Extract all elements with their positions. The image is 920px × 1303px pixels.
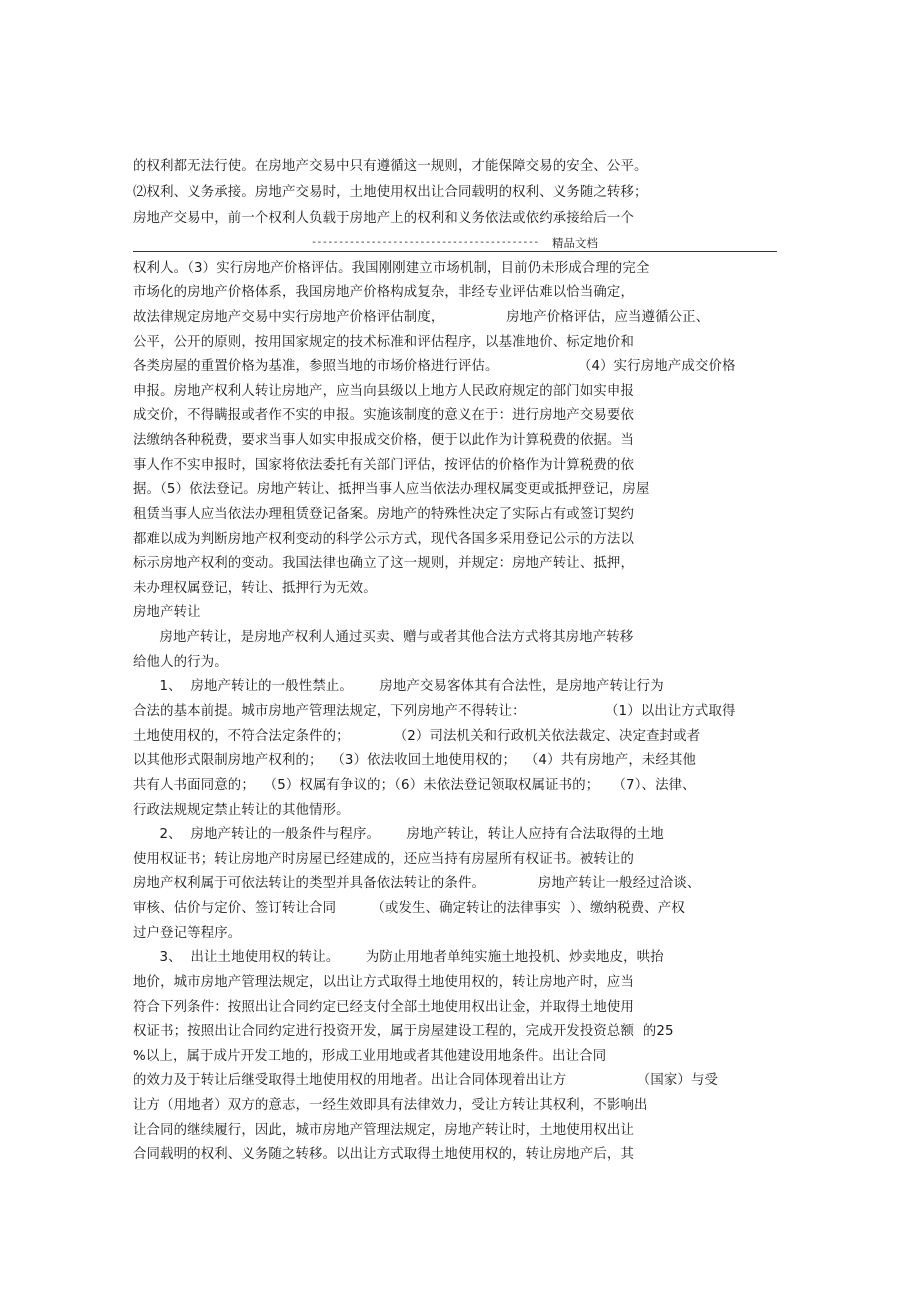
text-line: 合同载明的权利、义务随之转移。以出让方式取得土地使用权的，转让房地产后，其 [133,1147,635,1162]
text-line: 房地产权利属于可依法转让的类型并具备依法转让的条件。 房地产转让一般经过洽谈、 [133,876,701,891]
text-line: 未办理权属登记，转让、抵押行为无效。 [133,581,377,596]
separator-dashes: ------------------------------------------ [311,237,539,248]
text-line: 的效力及于转让后继受取得土地使用权的用地者。出让合同体现着出让方 （国家）与受 [133,1073,719,1088]
text-line: 土地使用权的，不符合法定条件的； （2）司法机关和行政机关依法裁定、决定查封或者 [133,729,701,744]
text-line: 租赁当事人应当依法办理租赁登记备案。房地产的特殊性决定了实际占有或签订契约 [133,507,635,522]
separator-label: 精品文档 [552,236,598,250]
text-line: 行政法规规定禁止转让的其他情形。 [133,803,350,818]
text-line: 权利人。（3）实行房地产价格评估。我国刚刚建立市场机制，目前仍未形成合理的完全 [133,261,650,276]
text-line: 公平，公开的原则，按用国家规定的技术标准和评估程序，以基准地价、标定地价和 [133,335,635,350]
text-line: 以其他形式限制房地产权利的； （3）依法收回土地使用权的； （4）共有房地产，未经其他 [133,753,697,768]
text-line: 3、 出让土地使用权的转让。 为防止用地者单纯实施土地投机、炒卖地皮，哄抬 [133,950,664,965]
text-line: 让合同的继续履行，因此，城市房地产管理法规定，房地产转让时，土地使用权出让 [133,1123,635,1138]
text-line: 让方（用地者）双方的意志，一经生效即具有法律效力，受让方转让其权利，不影响出 [133,1098,648,1113]
text-line: 权证书；按照出让合同约定进行投资开发，属于房屋建设工程的，完成开发投资总额 的25 [133,1024,674,1039]
text-line: 标示房地产权利的变动。我国法律也确立了这一规则，并规定：房地产转让、抵押， [133,556,635,571]
text-line: 申报。房地产权利人转让房地产，应当向县级以上地方人民政府规定的部门如实申报 [133,384,635,399]
text-line: 都难以成为判断房地产权利变动的科学公示方式，现代各国多采用登记公示的方法以 [133,532,635,547]
text-line: 房地产转让，是房地产权利人通过买卖、赠与或者其他合法方式将其房地产转移 [133,630,634,645]
text-line: 房地产交易中，前一个权利人负载于房地产上的权利和义务依法或依约承接给后一个 [133,211,635,226]
text-line: 据。（5）依法登记。房地产转让、抵押当事人应当依法办理权属变更或抵押登记，房屋 [133,482,650,497]
text-line: 各类房屋的重置价格为基准，参照当地的市场价格进行评估。 （4）实行房地产成交价格 [133,359,736,374]
text-line: 法缴纳各种税费，要求当事人如实申报成交价格，便于以此作为计算税费的依据。当 [133,433,635,448]
text-line: 合法的基本前提。城市房地产管理法规定，下列房地产不得转让： （1）以出让方式取得 [133,704,736,719]
text-line: 给他人的行为。 [133,655,228,670]
text-line: ⑵权利、义务承接。房地产交易时，土地使用权出让合同载明的权利、义务随之转移； [133,185,648,200]
text-line: 共有人书面同意的； （5）权属有争议的；（6）未依法登记领取权属证书的； （7）、法律、 [133,778,696,793]
text-line: 事人作不实申报时，国家将依法委托有关部门评估，按评估的价格作为计算税费的依 [133,458,635,473]
text-line: 故法律规定房地产交易中实行房地产价格评估制度， 房地产价格评估，应当遵循公正、 [133,310,710,325]
text-line: 过户登记等程序。 [133,926,242,941]
text-line: %以上，属于成片开发工地的，形成工业用地或者其他建设用地条件。出让合同 [133,1049,607,1064]
text-line: 符合下列条件：按照出让合同约定已经支付全部土地使用权出让金，并取得土地使用 [133,1000,635,1015]
text-line: 的权利都无法行使。在房地产交易中只有遵循这一规则，才能保障交易的安全、公平。 [133,159,648,174]
text-line: 1、 房地产转让的一般性禁止。 房地产交易客体其有合法性，是房地产转让行为 [133,679,664,694]
text-line: 使用权证书；转让房地产时房屋已经建成的，还应当持有房屋所有权证书。被转让的 [133,852,635,867]
text-line: 地价，城市房地产管理法规定，以出让方式取得土地使用权的，转让房地产时，应当 [133,975,635,990]
section-heading: 房地产转让 [133,605,201,620]
text-line: 成交价，不得瞒报或者作不实的申报。实施该制度的意义在于：进行房地产交易要依 [133,408,635,423]
separator-rule [133,251,777,252]
text-line: 2、 房地产转让的一般条件与程序。 房地产转让，转让人应持有合法取得的土地 [133,827,664,842]
text-line: 市场化的房地产价格体系，我国房地产价格构成复杂，非经专业评估难以恰当确定， [133,285,635,300]
text-line: 审核、估价与定价、签订转让合同 （或发生、确定转让的法律事实 ）、缴纳税费、产权 [133,901,685,916]
